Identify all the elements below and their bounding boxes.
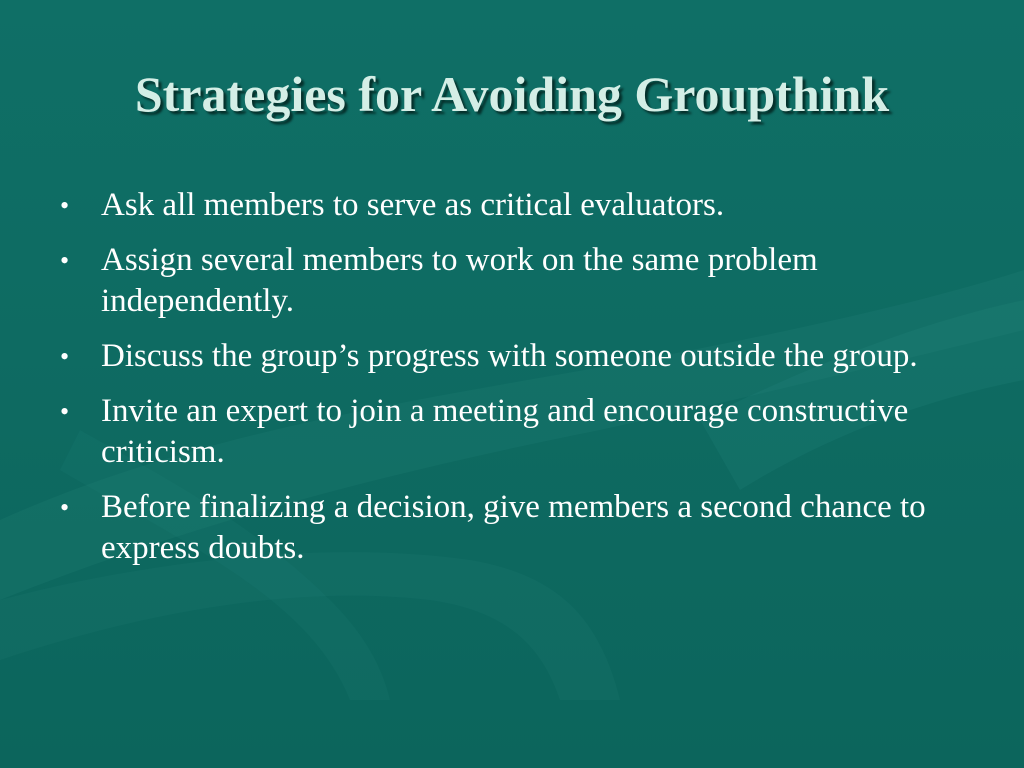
bullet-text: Assign several members to work on the same problem independently.: [101, 242, 818, 319]
bullet-icon: •: [60, 342, 70, 371]
list-item: [58, 185, 968, 226]
list-item: [58, 391, 968, 473]
bullet-icon: •: [60, 493, 70, 522]
list-item: [58, 487, 968, 569]
bullet-list: [58, 185, 968, 583]
bullet-text: Discuss the group’s progress with someone outside the group.: [101, 338, 918, 374]
bullet-text: Before finalizing a decision, give members a second chance to express doubts.: [101, 489, 926, 566]
bullet-icon: •: [60, 246, 70, 275]
list-item: [58, 336, 968, 377]
bullet-text: Ask all members to serve as critical evaluators.: [101, 187, 725, 223]
bullet-icon: •: [60, 397, 70, 426]
bullet-text: Invite an expert to join a meeting and encourage constructive criticism.: [101, 393, 909, 470]
bullet-icon: •: [60, 191, 70, 220]
list-item: [58, 240, 968, 322]
slide-title: Strategies for Avoiding Groupthink: [134, 66, 890, 122]
